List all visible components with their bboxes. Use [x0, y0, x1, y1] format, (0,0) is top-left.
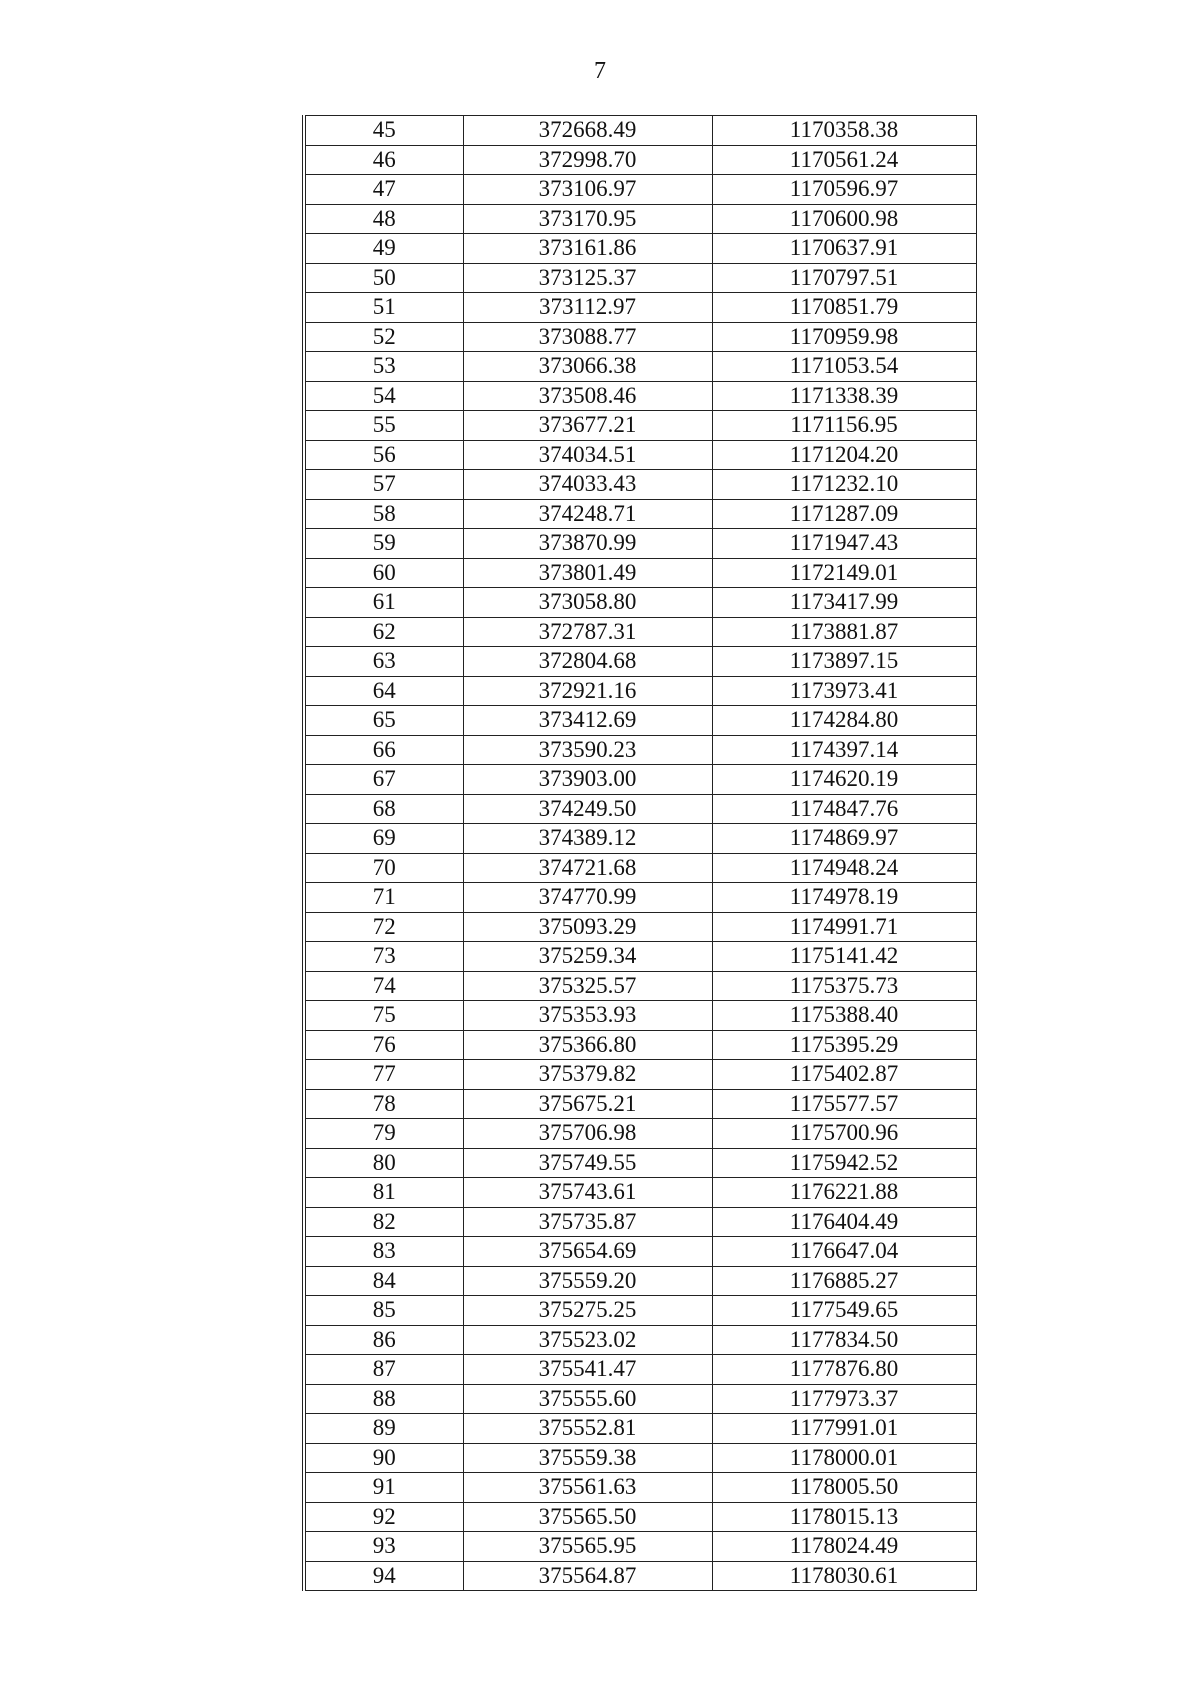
- y-coordinate-cell: 1177876.80: [712, 1355, 976, 1385]
- point-number-cell: 48: [304, 204, 463, 234]
- x-coordinate-cell: 373870.99: [463, 529, 712, 559]
- point-number-cell: 63: [304, 647, 463, 677]
- x-coordinate-cell: 375706.98: [463, 1119, 712, 1149]
- y-coordinate-cell: 1174620.19: [712, 765, 976, 795]
- x-coordinate-cell: 375275.25: [463, 1296, 712, 1326]
- x-coordinate-cell: 375093.29: [463, 912, 712, 942]
- table-row: [304, 824, 976, 854]
- y-coordinate-cell: 1170596.97: [712, 175, 976, 205]
- x-coordinate-cell: 375654.69: [463, 1237, 712, 1267]
- coordinates-table: [302, 115, 977, 1591]
- x-coordinate-cell: 374249.50: [463, 794, 712, 824]
- y-coordinate-cell: 1171338.39: [712, 381, 976, 411]
- point-number-cell: 84: [304, 1266, 463, 1296]
- y-coordinate-cell: 1175395.29: [712, 1030, 976, 1060]
- y-coordinate-cell: 1173897.15: [712, 647, 976, 677]
- point-number-cell: 53: [304, 352, 463, 382]
- y-coordinate-cell: 1177973.37: [712, 1384, 976, 1414]
- x-coordinate-cell: 375523.02: [463, 1325, 712, 1355]
- y-coordinate-cell: 1176404.49: [712, 1207, 976, 1237]
- x-coordinate-cell: 375552.81: [463, 1414, 712, 1444]
- x-coordinate-cell: 375325.57: [463, 971, 712, 1001]
- x-coordinate-cell: 374248.71: [463, 499, 712, 529]
- x-coordinate-cell: 372921.16: [463, 676, 712, 706]
- x-coordinate-cell: 373161.86: [463, 234, 712, 264]
- table-row: [304, 381, 976, 411]
- table-row: [304, 912, 976, 942]
- table-row: [304, 558, 976, 588]
- point-number-cell: 62: [304, 617, 463, 647]
- table-row: [304, 853, 976, 883]
- y-coordinate-cell: 1170797.51: [712, 263, 976, 293]
- table-row: [304, 1060, 976, 1090]
- table-row: [304, 352, 976, 382]
- x-coordinate-cell: 375353.93: [463, 1001, 712, 1031]
- y-coordinate-cell: 1171204.20: [712, 440, 976, 470]
- y-coordinate-cell: 1171947.43: [712, 529, 976, 559]
- point-number-cell: 92: [304, 1502, 463, 1532]
- table-row: [304, 470, 976, 500]
- table-row: [304, 116, 976, 146]
- point-number-cell: 73: [304, 942, 463, 972]
- table-row: [304, 1266, 976, 1296]
- x-coordinate-cell: 372998.70: [463, 145, 712, 175]
- point-number-cell: 74: [304, 971, 463, 1001]
- x-coordinate-cell: 375555.60: [463, 1384, 712, 1414]
- point-number-cell: 49: [304, 234, 463, 264]
- y-coordinate-cell: 1178030.61: [712, 1561, 976, 1591]
- table-row: [304, 1473, 976, 1503]
- y-coordinate-cell: 1176647.04: [712, 1237, 976, 1267]
- table-row: [304, 735, 976, 765]
- point-number-cell: 47: [304, 175, 463, 205]
- x-coordinate-cell: 375735.87: [463, 1207, 712, 1237]
- table-row: [304, 765, 976, 795]
- x-coordinate-cell: 375379.82: [463, 1060, 712, 1090]
- y-coordinate-cell: 1173417.99: [712, 588, 976, 618]
- point-number-cell: 66: [304, 735, 463, 765]
- point-number-cell: 45: [304, 116, 463, 146]
- y-coordinate-cell: 1174978.19: [712, 883, 976, 913]
- y-coordinate-cell: 1175700.96: [712, 1119, 976, 1149]
- x-coordinate-cell: 373058.80: [463, 588, 712, 618]
- point-number-cell: 79: [304, 1119, 463, 1149]
- point-number-cell: 91: [304, 1473, 463, 1503]
- table-row: [304, 529, 976, 559]
- x-coordinate-cell: 375564.87: [463, 1561, 712, 1591]
- x-coordinate-cell: 374389.12: [463, 824, 712, 854]
- table-row: [304, 293, 976, 323]
- point-number-cell: 61: [304, 588, 463, 618]
- table-row: [304, 204, 976, 234]
- point-number-cell: 78: [304, 1089, 463, 1119]
- table-row: [304, 499, 976, 529]
- point-number-cell: 56: [304, 440, 463, 470]
- x-coordinate-cell: 375259.34: [463, 942, 712, 972]
- point-number-cell: 72: [304, 912, 463, 942]
- y-coordinate-cell: 1175375.73: [712, 971, 976, 1001]
- x-coordinate-cell: 373170.95: [463, 204, 712, 234]
- table-row: [304, 1030, 976, 1060]
- point-number-cell: 64: [304, 676, 463, 706]
- point-number-cell: 51: [304, 293, 463, 323]
- point-number-cell: 67: [304, 765, 463, 795]
- page-number: 7: [594, 58, 606, 84]
- table-row: [304, 1178, 976, 1208]
- y-coordinate-cell: 1178005.50: [712, 1473, 976, 1503]
- table-row: [304, 1443, 976, 1473]
- point-number-cell: 57: [304, 470, 463, 500]
- x-coordinate-cell: 374770.99: [463, 883, 712, 913]
- table-row: [304, 1532, 976, 1562]
- y-coordinate-cell: 1170561.24: [712, 145, 976, 175]
- y-coordinate-cell: 1175402.87: [712, 1060, 976, 1090]
- table-row: [304, 1296, 976, 1326]
- table-row: [304, 1119, 976, 1149]
- y-coordinate-cell: 1177834.50: [712, 1325, 976, 1355]
- x-coordinate-cell: 373125.37: [463, 263, 712, 293]
- table-row: [304, 883, 976, 913]
- y-coordinate-cell: 1178000.01: [712, 1443, 976, 1473]
- y-coordinate-cell: 1171287.09: [712, 499, 976, 529]
- x-coordinate-cell: 374034.51: [463, 440, 712, 470]
- x-coordinate-cell: 375366.80: [463, 1030, 712, 1060]
- table-row: [304, 322, 976, 352]
- y-coordinate-cell: 1175388.40: [712, 1001, 976, 1031]
- table-row: [304, 676, 976, 706]
- y-coordinate-cell: 1172149.01: [712, 558, 976, 588]
- y-coordinate-cell: 1175577.57: [712, 1089, 976, 1119]
- y-coordinate-cell: 1173973.41: [712, 676, 976, 706]
- x-coordinate-cell: 373903.00: [463, 765, 712, 795]
- x-coordinate-cell: 375675.21: [463, 1089, 712, 1119]
- point-number-cell: 90: [304, 1443, 463, 1473]
- x-coordinate-cell: 373801.49: [463, 558, 712, 588]
- point-number-cell: 71: [304, 883, 463, 913]
- x-coordinate-cell: 374721.68: [463, 853, 712, 883]
- table-row: [304, 794, 976, 824]
- x-coordinate-cell: 375743.61: [463, 1178, 712, 1208]
- point-number-cell: 80: [304, 1148, 463, 1178]
- point-number-cell: 68: [304, 794, 463, 824]
- table-row: [304, 440, 976, 470]
- coordinates-table-body: [304, 116, 976, 1591]
- point-number-cell: 65: [304, 706, 463, 736]
- table-row: [304, 1089, 976, 1119]
- point-number-cell: 60: [304, 558, 463, 588]
- y-coordinate-cell: 1174397.14: [712, 735, 976, 765]
- x-coordinate-cell: 372787.31: [463, 617, 712, 647]
- y-coordinate-cell: 1174284.80: [712, 706, 976, 736]
- point-number-cell: 46: [304, 145, 463, 175]
- x-coordinate-cell: 372804.68: [463, 647, 712, 677]
- y-coordinate-cell: 1178024.49: [712, 1532, 976, 1562]
- table-row: [304, 617, 976, 647]
- table-row: [304, 1414, 976, 1444]
- x-coordinate-cell: 373066.38: [463, 352, 712, 382]
- x-coordinate-cell: 373677.21: [463, 411, 712, 441]
- table-row: [304, 1325, 976, 1355]
- table-row: [304, 647, 976, 677]
- point-number-cell: 69: [304, 824, 463, 854]
- point-number-cell: 87: [304, 1355, 463, 1385]
- table-row: [304, 234, 976, 264]
- point-number-cell: 82: [304, 1207, 463, 1237]
- table-row: [304, 971, 976, 1001]
- point-number-cell: 88: [304, 1384, 463, 1414]
- point-number-cell: 76: [304, 1030, 463, 1060]
- table-row: [304, 588, 976, 618]
- x-coordinate-cell: 373590.23: [463, 735, 712, 765]
- y-coordinate-cell: 1175942.52: [712, 1148, 976, 1178]
- table-row: [304, 706, 976, 736]
- x-coordinate-cell: 375565.95: [463, 1532, 712, 1562]
- table-row: [304, 1001, 976, 1031]
- x-coordinate-cell: 373106.97: [463, 175, 712, 205]
- y-coordinate-cell: 1173881.87: [712, 617, 976, 647]
- table-row: [304, 1561, 976, 1591]
- y-coordinate-cell: 1177991.01: [712, 1414, 976, 1444]
- point-number-cell: 81: [304, 1178, 463, 1208]
- point-number-cell: 54: [304, 381, 463, 411]
- y-coordinate-cell: 1176885.27: [712, 1266, 976, 1296]
- y-coordinate-cell: 1170637.91: [712, 234, 976, 264]
- y-coordinate-cell: 1171232.10: [712, 470, 976, 500]
- x-coordinate-cell: 373088.77: [463, 322, 712, 352]
- table-row: [304, 1384, 976, 1414]
- table-row: [304, 1148, 976, 1178]
- x-coordinate-cell: 375749.55: [463, 1148, 712, 1178]
- point-number-cell: 77: [304, 1060, 463, 1090]
- y-coordinate-cell: 1175141.42: [712, 942, 976, 972]
- point-number-cell: 85: [304, 1296, 463, 1326]
- y-coordinate-cell: 1171156.95: [712, 411, 976, 441]
- y-coordinate-cell: 1170358.38: [712, 116, 976, 146]
- y-coordinate-cell: 1170600.98: [712, 204, 976, 234]
- point-number-cell: 58: [304, 499, 463, 529]
- x-coordinate-cell: 375541.47: [463, 1355, 712, 1385]
- point-number-cell: 94: [304, 1561, 463, 1591]
- table-row: [304, 1207, 976, 1237]
- y-coordinate-cell: 1178015.13: [712, 1502, 976, 1532]
- y-coordinate-cell: 1174991.71: [712, 912, 976, 942]
- y-coordinate-cell: 1174847.76: [712, 794, 976, 824]
- point-number-cell: 55: [304, 411, 463, 441]
- table-row: [304, 1237, 976, 1267]
- point-number-cell: 86: [304, 1325, 463, 1355]
- point-number-cell: 59: [304, 529, 463, 559]
- point-number-cell: 70: [304, 853, 463, 883]
- point-number-cell: 89: [304, 1414, 463, 1444]
- y-coordinate-cell: 1170959.98: [712, 322, 976, 352]
- point-number-cell: 93: [304, 1532, 463, 1562]
- point-number-cell: 52: [304, 322, 463, 352]
- y-coordinate-cell: 1176221.88: [712, 1178, 976, 1208]
- table-row: [304, 263, 976, 293]
- x-coordinate-cell: 374033.43: [463, 470, 712, 500]
- x-coordinate-cell: 375561.63: [463, 1473, 712, 1503]
- point-number-cell: 75: [304, 1001, 463, 1031]
- point-number-cell: 83: [304, 1237, 463, 1267]
- table-row: [304, 1355, 976, 1385]
- table-row: [304, 145, 976, 175]
- table-row: [304, 942, 976, 972]
- y-coordinate-cell: 1177549.65: [712, 1296, 976, 1326]
- point-number-cell: 50: [304, 263, 463, 293]
- x-coordinate-cell: 375565.50: [463, 1502, 712, 1532]
- y-coordinate-cell: 1170851.79: [712, 293, 976, 323]
- x-coordinate-cell: 373412.69: [463, 706, 712, 736]
- y-coordinate-cell: 1171053.54: [712, 352, 976, 382]
- table-row: [304, 1502, 976, 1532]
- table-row: [304, 175, 976, 205]
- x-coordinate-cell: 375559.20: [463, 1266, 712, 1296]
- x-coordinate-cell: 375559.38: [463, 1443, 712, 1473]
- y-coordinate-cell: 1174948.24: [712, 853, 976, 883]
- x-coordinate-cell: 372668.49: [463, 116, 712, 146]
- x-coordinate-cell: 373508.46: [463, 381, 712, 411]
- x-coordinate-cell: 373112.97: [463, 293, 712, 323]
- table-row: [304, 411, 976, 441]
- y-coordinate-cell: 1174869.97: [712, 824, 976, 854]
